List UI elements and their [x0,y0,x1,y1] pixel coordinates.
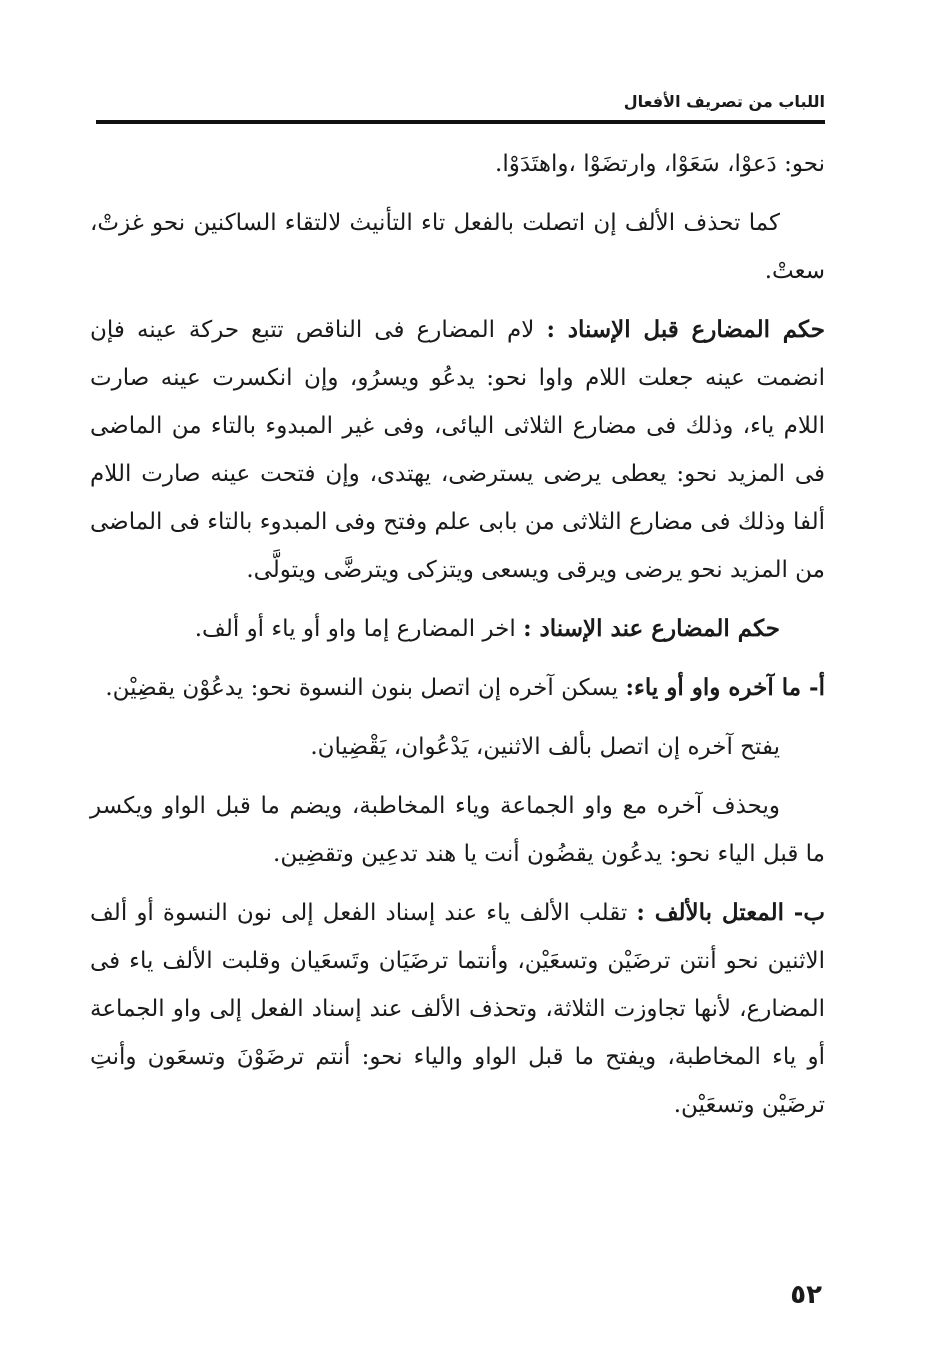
paragraph-waw-ya-ending [90,664,825,712]
body-text [90,140,825,1140]
paragraph-text: اخر المضارع إما واو أو ياء أو ألف. [194,616,524,642]
section-heading: ب- المعتل بالألف : [636,899,825,926]
paragraph-alif-ending [90,889,825,1129]
running-title: اللباب من تصريف الأفعال [623,92,825,111]
section-heading: أ- ما آخره واو أو ياء: [625,674,825,701]
section-heading: حكم المضارع قبل الإسناد : [546,316,825,343]
paragraph-text: لام المضارع فى الناقص تتبع حركة عينه فإن انضمت عينه جعلت اللام واوا نحو: يدعُو ويسرُو، وإن انكسرت عينه صارت اللام ياء، وذلك فى مضارع الثلاثى اليائى، وفى غير المبدوء بالتاء من الماضى فى المزيد نحو: يعطى يرضى يسترضى، يهتدى، وإن فتحت عينه صارت اللام ألفا وذلك فى مضارع الثلاثى من بابى علم وفتح وفى المبدوء بالتاء فى الماضى من المزيد نحو يرضى ويرقى ويسعى ويتزكى ويترضَّى ويتولَّى. [90,317,825,583]
paragraph-text: تقلب الألف ياء عند إسناد الفعل إلى نون النسوة أو ألف الاثنين نحو أنتن ترضَيْن وتسعَيْن، وأنتما ترضَيَان وتَسعَيان وقلبت الألف ياء فى المضارع، لأنها تجاوزت الثلاثة، وتحذف الألف عند إسناد الفعل إلى واو الجماعة أو ياء المخاطبة، ويفتح ما قبل الواو والياء نحو: أنتم ترضَوْنَ وتسعَون وأنتِ ترضَيْن وتسعَيْن. [90,900,826,1118]
page-number: ٥٢ [790,1280,822,1310]
paragraph-dual-alif: يفتح آخره إن اتصل بألف الاثنين، يَدْعُوان، يَقْضِيان. [310,734,780,760]
paragraph-feminine-ta: كما تحذف الألف إن اتصلت بالفعل تاء التأنيث لالتقاء الساكنين نحو غزتْ، سعتْ. [90,210,825,284]
paragraph-present-at-isnad [90,605,825,653]
paragraph-present-before-isnad [90,306,825,594]
section-heading: حكم المضارع عند الإسناد : [523,615,780,642]
paragraph-plural-waw: ويحذف آخره مع واو الجماعة وياء المخاطبة، ويضم ما قبل الواو ويكسر ما قبل الياء نحو: يدعُون يقضُون أنت يا هند تدعِين وتقضِين. [90,793,825,867]
paragraph-text: يسكن آخره إن اتصل بنون النسوة نحو: يدعُوْن يقضِيْن. [105,675,626,701]
paragraph-examples-verbs: نحو: دَعوْا، سَعَوْا، وارتضَوْا ،واهتَدَوْا. [495,151,825,177]
page-header [96,84,825,124]
